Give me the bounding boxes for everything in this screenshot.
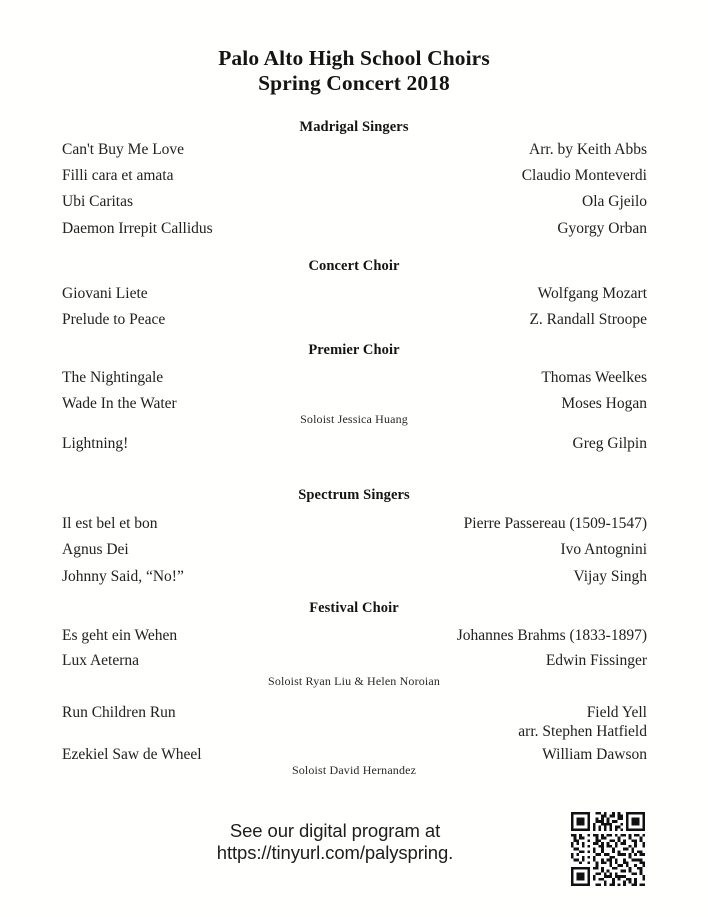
piece-title: Es geht ein Wehen	[62, 627, 178, 644]
piece-composer: Thomas Weelkes	[541, 369, 647, 386]
piece-composer: Greg Gilpin	[572, 435, 647, 452]
program-row	[62, 704, 647, 740]
soloist-note: Soloist Ryan Liu & Helen Noroian	[268, 674, 440, 688]
piece-composer-line-1: Field Yell	[586, 704, 647, 721]
program-row	[62, 285, 647, 305]
piece-title: Lightning!	[62, 435, 129, 452]
program-row	[62, 435, 647, 455]
piece-title: Prelude to Peace	[62, 311, 166, 328]
program-row	[62, 568, 647, 588]
piece-title: Can't Buy Me Love	[62, 141, 185, 158]
soloist-note: Soloist David Hernandez	[291, 763, 417, 777]
piece-composer-line-2: arr. Stephen Hatfield	[518, 723, 647, 740]
program-row	[62, 652, 647, 672]
piece-composer	[518, 704, 647, 741]
digital-program-link-text[interactable]: See our digital program at https://tinyurl.com/palyspring.	[216, 820, 454, 863]
program-row	[62, 541, 647, 561]
section-heading-premier-choir: Premier Choir	[308, 342, 400, 358]
page-title-line-2: Spring Concert 2018	[258, 71, 450, 95]
piece-title: Giovani Liete	[62, 285, 148, 302]
piece-title: Lux Aeterna	[62, 652, 140, 669]
section-heading-madrigal-singers: Madrigal Singers	[299, 119, 409, 135]
piece-title: The Nightingale	[62, 369, 164, 386]
piece-composer: Moses Hogan	[561, 395, 647, 412]
program-row	[62, 141, 647, 161]
section-heading-spectrum-singers: Spectrum Singers	[298, 487, 410, 503]
piece-composer: Gyorgy Orban	[557, 220, 647, 237]
page-title-line-1: Palo Alto High School Choirs	[218, 46, 490, 70]
piece-composer: William Dawson	[542, 746, 647, 763]
qr-code-icon[interactable]	[568, 809, 648, 889]
piece-composer: Ivo Antognini	[560, 541, 647, 558]
piece-composer: Pierre Passereau (1509-1547)	[463, 515, 647, 532]
piece-title: Daemon Irrepit Callidus	[62, 220, 213, 237]
piece-title: Il est bel et bon	[62, 515, 158, 532]
piece-composer: Z. Randall Stroope	[529, 311, 647, 328]
piece-composer: Ola Gjeilo	[582, 193, 647, 210]
program-row	[62, 193, 647, 213]
program-row	[62, 515, 647, 535]
piece-composer: Johannes Brahms (1833-1897)	[456, 627, 647, 644]
program-row	[62, 167, 647, 187]
program-row	[62, 627, 647, 647]
piece-title: Run Children Run	[62, 704, 176, 721]
piece-title: Filli cara et amata	[62, 167, 174, 184]
piece-title: Agnus Dei	[62, 541, 129, 558]
soloist-note: Soloist Jessica Huang	[300, 412, 408, 426]
program-row	[62, 369, 647, 389]
piece-title: Ubi Caritas	[62, 193, 134, 210]
piece-title: Johnny Said, “No!”	[62, 568, 184, 585]
piece-composer: Vijay Singh	[573, 568, 647, 585]
program-row	[62, 220, 647, 240]
section-heading-festival-choir: Festival Choir	[309, 600, 399, 616]
piece-title: Wade In the Water	[62, 395, 177, 412]
piece-composer: Edwin Fissinger	[545, 652, 647, 669]
section-heading-concert-choir: Concert Choir	[308, 258, 400, 274]
piece-composer: Arr. by Keith Abbs	[529, 141, 647, 158]
piece-composer: Wolfgang Mozart	[537, 285, 647, 302]
piece-composer: Claudio Monteverdi	[521, 167, 647, 184]
program-row	[62, 311, 647, 331]
piece-title: Ezekiel Saw de Wheel	[62, 746, 202, 763]
